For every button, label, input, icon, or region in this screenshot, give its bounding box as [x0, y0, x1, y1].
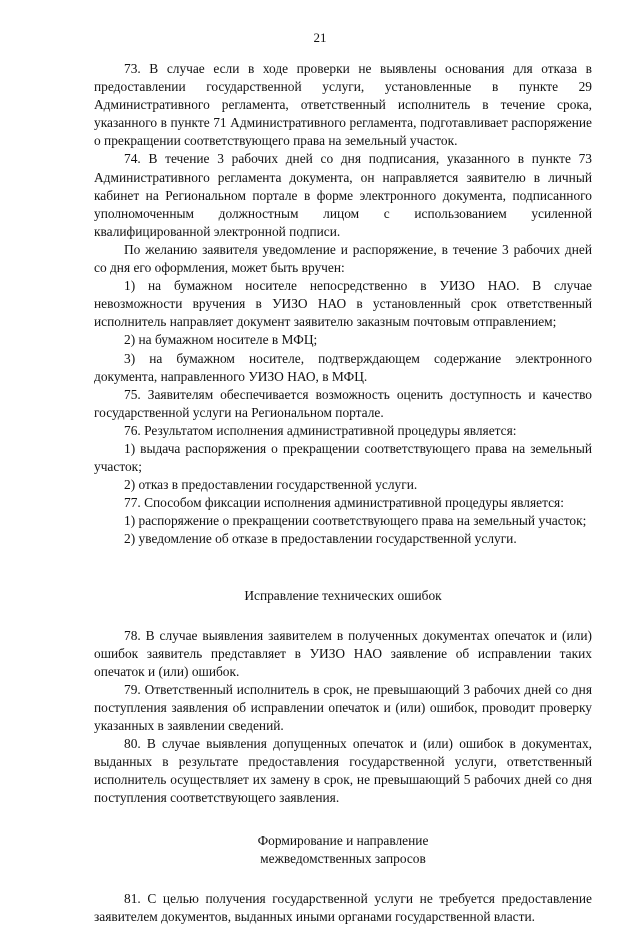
paragraph-75: 75. Заявителям обеспечивается возможность оценить доступность и качество государственной услуги на Региональном портале.	[94, 386, 592, 420]
paragraph-79: 79. Ответственный исполнитель в срок, не превышающий 3 рабочих дней со дня поступления заявления об исправлении опечаток и (или) ошибок, проводит проверку указанных в заявлении сведений.	[94, 681, 592, 734]
list-item: 2) отказ в предоставлении государственной услуги.	[124, 477, 418, 493]
section-heading-technical-errors: Исправление технических ошибок	[244, 587, 442, 603]
list-item: 3) на бумажном носителе, подтверждающем содержание электронного документа, направленного УИЗО НАО, в МФЦ.	[94, 350, 592, 384]
list-item: 1) распоряжение о прекращении соответствующего права на земельный участок;	[124, 513, 587, 529]
document-body	[94, 60, 592, 926]
paragraph-81: 81. С целью получения государственной услуги не требуется предоставление заявителем документов, выданных иными органами государственной власти.	[94, 890, 592, 924]
list-item: 1) выдача распоряжения о прекращении соответствующего права на земельный участок;	[94, 440, 592, 475]
list-item: 2) на бумажном носителе в МФЦ;	[124, 332, 318, 348]
paragraph-77: 77. Способом фиксации исполнения административной процедуры является:	[124, 495, 564, 511]
paragraph-76: 76. Результатом исполнения административной процедуры является:	[124, 422, 517, 438]
paragraph-78: 78. В случае выявления заявителем в полученных документах опечаток и (или) ошибок заявитель представляет в УИЗО НАО заявление об исправлении таких опечаток и (или) ошибок.	[94, 627, 592, 679]
paragraph-73: 73. В случае если в ходе проверки не выявлены основания для отказа в предоставлении государственной услуги, установленные в пункте 29 Административного регламента, ответственный исполнитель в течение срока, указанного в пункте 71 Административного регламента, подготавливает распоряжение о прекращении соответствующего права на земельный участок.	[94, 61, 592, 149]
section-heading-interagency-requests-line-1: Формирование и направление	[257, 832, 429, 848]
list-item: 2) уведомление об отказе в предоставлении государственной услуги.	[124, 531, 517, 547]
paragraph-delivery-options: По желанию заявителя уведомление и распоряжение, в течение 3 рабочих дней со дня его оформления, может быть вручен:	[94, 241, 592, 276]
page-number: 21	[313, 30, 327, 45]
section-heading-interagency-requests-line-2: межведомственных запросов	[260, 850, 426, 866]
paragraph-74: 74. В течение 3 рабочих дней со дня подписания, указанного в пункте 73 Административного регламента документа, он направляется заявителю в личный кабинет на Региональном портале в форме электронного документа, подписанного уполномоченным должностным лицом с использованием усиленной квалифицированной электронной подписи.	[94, 151, 592, 239]
list-item: 1) на бумажном носителе непосредственно в УИЗО НАО. В случае невозможности вручения в УИЗО НАО в установленный срок ответственный исполнитель направляет документ заявителю заказным почтовым отправлением;	[94, 278, 592, 330]
paragraph-80: 80. В случае выявления допущенных опечаток и (или) ошибок в документах, выданных в результате предоставления государственной услуги, ответственный исполнитель осуществляет их замену в срок, не превышающий 5 рабочих дней со дня поступления соответствующего заявления.	[94, 736, 592, 806]
